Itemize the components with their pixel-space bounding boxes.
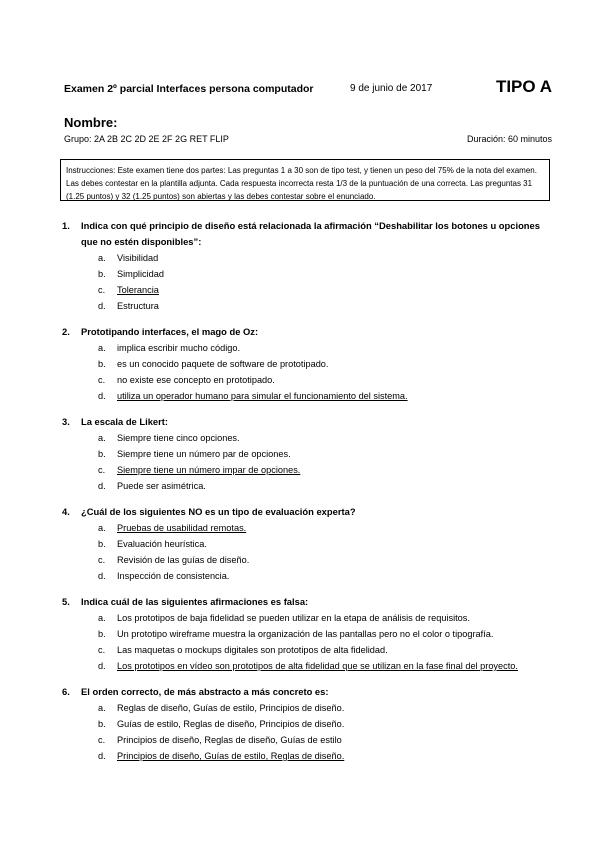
option-letter: a. [98, 253, 106, 263]
question-text: Prototipando interfaces, el mago de Oz: [81, 326, 259, 337]
question-2 [62, 324, 552, 404]
option-letter: b. [98, 539, 106, 549]
option-letter: a. [98, 703, 106, 713]
option-text: Principios de diseño, Guías de estilo, Reglas de diseño. [117, 751, 345, 761]
option-text: Los prototipos de baja fidelidad se pueden utilizar en la etapa de análisis de requisitos. [117, 613, 470, 623]
option-text: Un prototipo wireframe muestra la organización de las pantallas pero no el color o tipografía. [117, 629, 494, 639]
answer-option [98, 536, 552, 552]
option-text: Reglas de diseño, Guías de estilo, Principios de diseño. [117, 703, 345, 713]
option-letter: c. [98, 735, 106, 745]
option-list [62, 250, 552, 314]
answer-option [98, 446, 552, 462]
answer-option [98, 642, 552, 658]
answer-option [98, 626, 552, 642]
option-text: Los prototipos en vídeo son prototipos de alta fidelidad que se utilizan en la fase final del proyecto. [117, 661, 518, 671]
answer-option [98, 372, 552, 388]
duration: Duración: 60 minutos [466, 134, 552, 144]
group-info: Grupo: 2A 2B 2C 2D 2E 2F 2G RET FLIP [64, 134, 229, 144]
answer-option [98, 732, 552, 748]
option-text: Tolerancia [117, 285, 159, 295]
answer-option [98, 340, 552, 356]
option-letter: d. [98, 481, 106, 491]
option-list [62, 340, 552, 404]
option-text: Siempre tiene un número impar de opciones. [117, 465, 301, 475]
option-letter: a. [98, 613, 106, 623]
option-letter: a. [98, 433, 106, 443]
option-letter: d. [98, 751, 106, 761]
option-list [62, 700, 552, 764]
answer-option [98, 298, 552, 314]
option-text: Inspección de consistencia. [117, 571, 230, 581]
question-number: 1. [62, 220, 70, 231]
option-text: Puede ser asimétrica. [117, 481, 206, 491]
option-letter: d. [98, 301, 106, 311]
option-letter: c. [98, 465, 106, 475]
answer-option [98, 552, 552, 568]
option-text: implica escribir mucho código. [117, 343, 241, 353]
option-letter: b. [98, 359, 106, 369]
question-stem [62, 218, 552, 250]
option-text: Guías de estilo, Reglas de diseño, Principios de diseño. [117, 719, 345, 729]
answer-option [98, 430, 552, 446]
question-stem [62, 684, 552, 700]
question-3 [62, 414, 552, 494]
exam-date: 9 de junio de 2017 [350, 83, 433, 94]
option-letter: d. [98, 571, 106, 581]
option-text: Visibilidad [117, 253, 159, 263]
option-letter: b. [98, 269, 106, 279]
meta-row [64, 134, 552, 148]
option-letter: a. [98, 523, 106, 533]
question-text: El orden correcto, de más abstracto a más concreto es: [81, 686, 329, 697]
option-text: Las maquetas o mockups digitales son prototipos de alta fidelidad. [117, 645, 388, 655]
question-text: Indica cuál de las siguientes afirmaciones es falsa: [81, 596, 309, 607]
option-letter: d. [98, 391, 106, 401]
question-stem [62, 504, 552, 520]
question-number: 5. [62, 596, 70, 607]
answer-option [98, 568, 552, 584]
question-stem [62, 594, 552, 610]
instructions-box: Instrucciones: Este examen tiene dos partes: Las preguntas 1 a 30 son de tipo test, y tienen un peso del 75% de la nota del examen. Las debes contestar en la plantilla adjunta. Cada respuesta incorrecta resta 1/3 de la puntuación de una correcta. Las preguntas 31 (1.25 puntos) y 32 (1.25 puntos) son abiertas y las debes contestar sobre el enunciado. [60, 159, 550, 201]
option-text: Pruebas de usabilidad remotas. [117, 523, 247, 533]
option-text: Estructura [117, 301, 159, 311]
answer-option [98, 658, 552, 674]
option-letter: c. [98, 645, 106, 655]
option-letter: c. [98, 555, 106, 565]
answer-option [98, 282, 552, 298]
exam-title: Examen 2º parcial Interfaces persona computador [64, 83, 314, 95]
question-number: 4. [62, 506, 70, 517]
option-text: Revisión de las guías de diseño. [117, 555, 250, 565]
option-letter: b. [98, 449, 106, 459]
answer-option [98, 520, 552, 536]
exam-header [64, 77, 552, 102]
option-letter: b. [98, 629, 106, 639]
question-number: 2. [62, 326, 70, 337]
answer-option [98, 478, 552, 494]
question-list [62, 218, 552, 774]
option-letter: c. [98, 285, 106, 295]
option-text: Siempre tiene cinco opciones. [117, 433, 240, 443]
option-text: Evaluación heurística. [117, 539, 207, 549]
option-text: utiliza un operador humano para simular el funcionamiento del sistema. [117, 391, 408, 401]
answer-option [98, 388, 552, 404]
answer-option [98, 716, 552, 732]
answer-option [98, 462, 552, 478]
option-list [62, 520, 552, 584]
option-letter: b. [98, 719, 106, 729]
option-text: Siempre tiene un número par de opciones. [117, 449, 291, 459]
answer-option [98, 700, 552, 716]
question-text: ¿Cuál de los siguientes NO es un tipo de evaluación experta? [81, 506, 356, 517]
question-1 [62, 218, 552, 314]
exam-type: TIPO A [495, 77, 552, 96]
answer-option [98, 610, 552, 626]
option-text: es un conocido paquete de software de prototipado. [117, 359, 329, 369]
question-4 [62, 504, 552, 584]
option-list [62, 610, 552, 674]
option-text: no existe ese concepto en prototipado. [117, 375, 275, 385]
question-number: 6. [62, 686, 70, 697]
option-letter: a. [98, 343, 106, 353]
option-text: Simplicidad [117, 269, 164, 279]
question-6 [62, 684, 552, 764]
answer-option [98, 250, 552, 266]
option-letter: d. [98, 661, 106, 671]
question-stem [62, 324, 552, 340]
option-text: Principios de diseño, Reglas de diseño, Guías de estilo [117, 735, 342, 745]
question-text: La escala de Likert: [81, 416, 169, 427]
question-text: Indica con qué principio de diseño está relacionada la afirmación “Deshabilitar los botones u opciones que no estén disponibles”: [81, 220, 540, 247]
question-5 [62, 594, 552, 674]
question-number: 3. [62, 416, 70, 427]
name-label: Nombre: [64, 115, 118, 130]
answer-option [98, 748, 552, 764]
answer-option [98, 266, 552, 282]
question-stem [62, 414, 552, 430]
option-list [62, 430, 552, 494]
option-letter: c. [98, 375, 106, 385]
answer-option [98, 356, 552, 372]
